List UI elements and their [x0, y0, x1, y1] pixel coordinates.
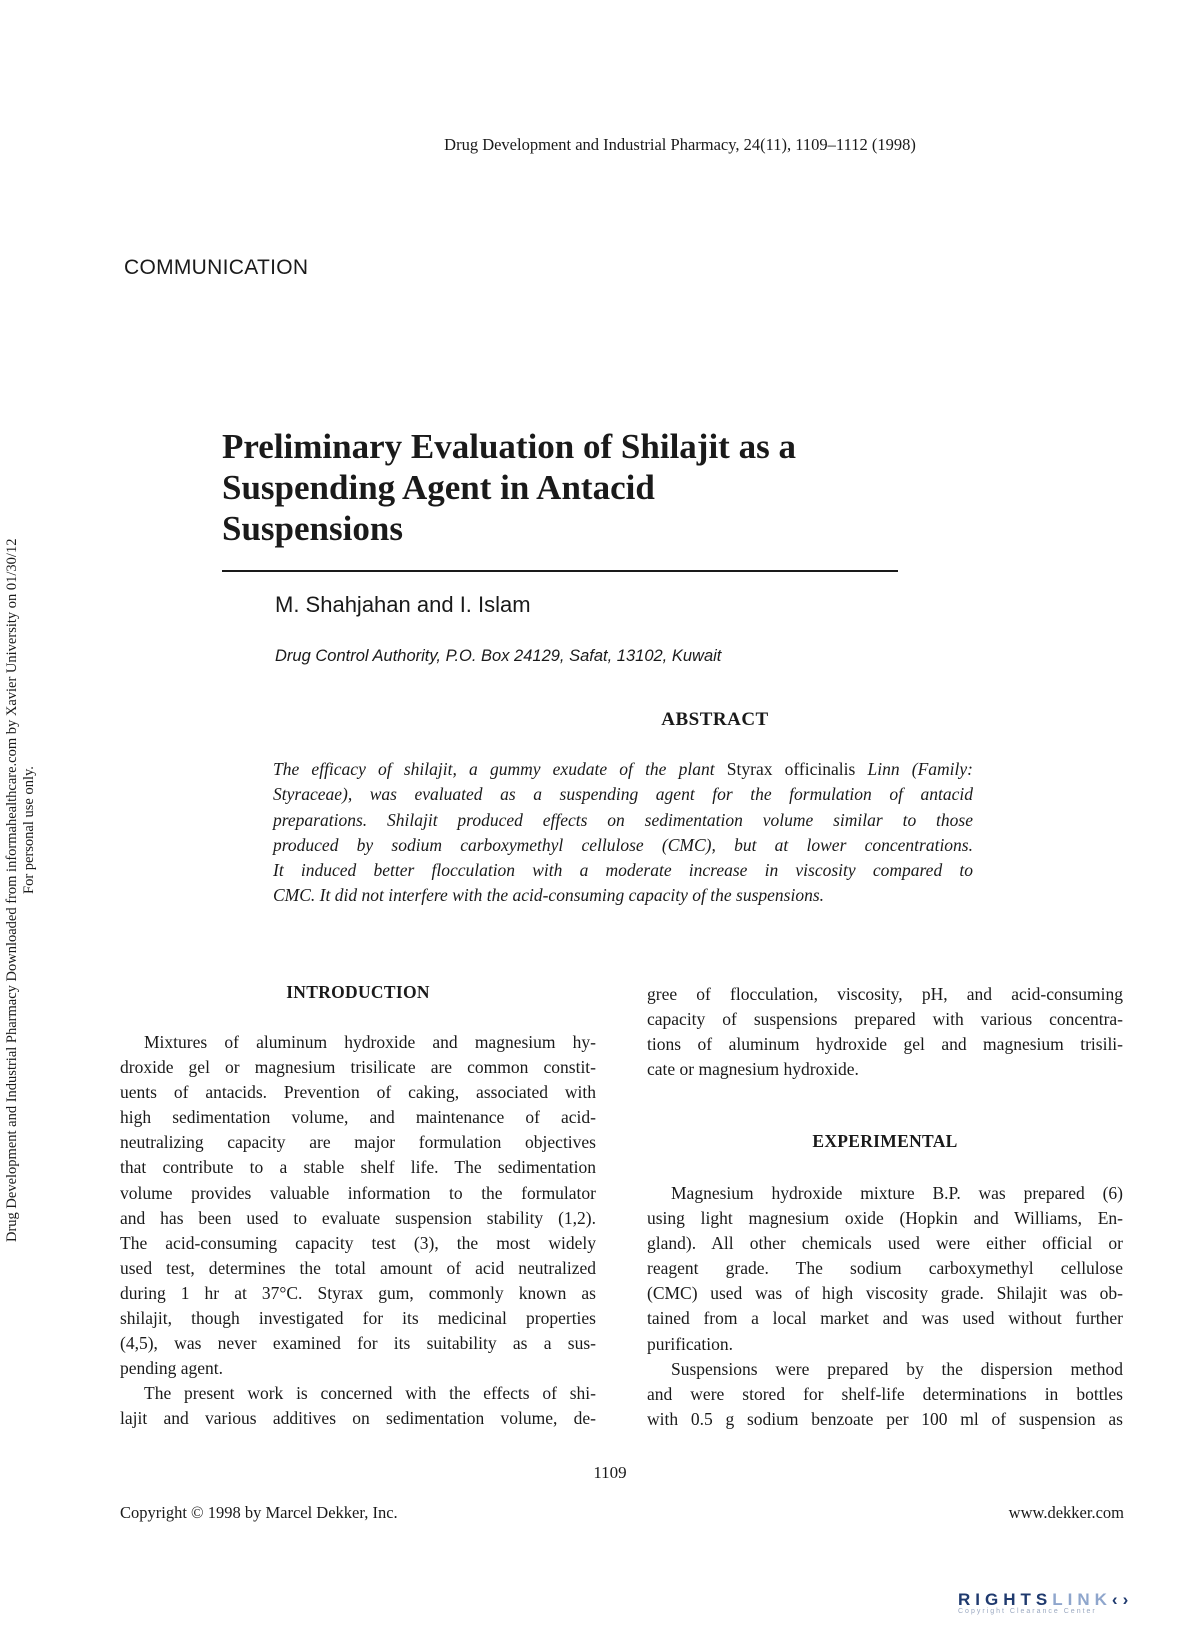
abstract-line: The efficacy of shilajit, a gummy exudate of the plant Styrax officinalis Linn (Family:: [273, 759, 974, 779]
rightslink-tagline: Copyright Clearance Center: [958, 1608, 1097, 1615]
rightslink-logo[interactable]: [958, 1590, 1134, 1630]
text-line: uents of antacids. Prevention of caking, associated with: [120, 1082, 596, 1103]
rightslink-arrow-icon: ‹›: [1111, 1590, 1134, 1609]
abstract-line: It induced better flocculation with a moderate increase in viscosity compared to: [273, 860, 973, 881]
text-line: and were stored for shelf-life determinations in bottles: [647, 1383, 1123, 1404]
text-line: gland). All other chemicals used were either official or: [647, 1233, 1123, 1254]
article-title: [222, 426, 922, 549]
abstract-line: preparations. Shilajit produced effects on sedimentation volume similar to those: [273, 809, 973, 830]
introduction-continuation: [647, 982, 1123, 1082]
text-line: volume provides valuable information to the formulator: [120, 1182, 596, 1203]
text-line: tained from a local market and was used without further: [647, 1308, 1123, 1329]
title-line: Preliminary Evaluation of Shilajit as a: [222, 427, 796, 466]
experimental-heading: EXPERIMENTAL: [812, 1131, 958, 1151]
experimental-paragraph: [647, 1181, 1123, 1432]
text-line: The acid-consuming capacity test (3), the most widely: [120, 1232, 596, 1253]
text-line: that contribute to a stable shelf life. The sedimentation: [120, 1157, 596, 1178]
text-line: capacity of suspensions prepared with various concentra-: [647, 1009, 1123, 1030]
authors: M. Shahjahan and I. Islam: [275, 592, 531, 617]
title-divider: [222, 570, 898, 572]
introduction-heading: INTRODUCTION: [286, 982, 430, 1002]
text-line: with 0.5 g sodium benzoate per 100 ml of suspension as: [647, 1408, 1123, 1429]
species-name: Styrax officinalis: [726, 759, 856, 779]
text-line: Magnesium hydroxide mixture B.P. was prepared (6): [671, 1183, 1123, 1203]
section-label: COMMUNICATION: [124, 256, 309, 279]
abstract-line: produced by sodium carboxymethyl cellulose (CMC), but at lower concentrations.: [273, 834, 973, 855]
text-line: purification.: [647, 1333, 734, 1354]
abstract-body: [273, 757, 973, 909]
text-line: (4,5), was never examined for its suitability as a sus-: [120, 1333, 596, 1354]
rightslink-wordmark-dark: RIGHTS: [958, 1590, 1053, 1609]
text-line: gree of flocculation, viscosity, pH, and acid-consuming: [647, 984, 1123, 1004]
text-line: used test, determines the total amount of acid neutralized: [120, 1257, 596, 1278]
text-line: lajit and various additives on sedimentation volume, de-: [120, 1408, 596, 1429]
text-line: The present work is concerned with the effects of shi-: [144, 1383, 596, 1404]
page-number: 1109: [593, 1463, 627, 1482]
publisher-website-link[interactable]: www.dekker.com: [1008, 1503, 1124, 1522]
title-line: Suspensions: [222, 509, 403, 548]
text-line: (CMC) used was of high viscosity grade. Shilajit was ob-: [647, 1283, 1123, 1304]
text-line: reagent grade. The sodium carboxymethyl cellulose: [647, 1258, 1123, 1279]
personal-use-notice: For personal use only.: [21, 766, 37, 894]
text-line: pending agent.: [120, 1358, 224, 1379]
rightslink-wordmark-light: LINK: [1052, 1590, 1112, 1609]
text-line: and has been used to evaluate suspension stability (1,2).: [120, 1207, 596, 1228]
text-line: high sedimentation volume, and maintenance of acid-: [120, 1107, 596, 1128]
text-line: neutralizing capacity are major formulation objectives: [120, 1132, 596, 1153]
abstract-line: CMC. It did not interfere with the acid-consuming capacity of the suspensions.: [273, 885, 825, 906]
abstract-line: Styraceae), was evaluated as a suspending agent for the formulation of antacid: [273, 784, 973, 805]
title-line: Suspending Agent in Antacid: [222, 468, 655, 507]
text-line: droxide gel or magnesium trisilicate are common constit-: [120, 1057, 596, 1078]
text-line: tions of aluminum hydroxide gel and magnesium trisili-: [647, 1034, 1123, 1055]
text-line: shilajit, though investigated for its medicinal properties: [120, 1308, 596, 1329]
text-line: during 1 hr at 37°C. Styrax gum, commonly known as: [120, 1282, 596, 1303]
introduction-paragraph: [120, 1030, 596, 1432]
download-notice-line: Drug Development and Industrial Pharmacy Downloaded from informahealthcare.com by Xavier University on 01/30/12: [4, 538, 20, 1242]
text-line: Suspensions were prepared by the dispersion method: [671, 1358, 1123, 1379]
text-line: cate or magnesium hydroxide.: [647, 1059, 859, 1080]
copyright-notice: Copyright © 1998 by Marcel Dekker, Inc.: [120, 1503, 398, 1522]
affiliation: Drug Control Authority, P.O. Box 24129, Safat, 13102, Kuwait: [275, 647, 722, 665]
journal-header: Drug Development and Industrial Pharmacy, 24(11), 1109–1112 (1998): [444, 135, 916, 154]
rightslink-wordmark: [958, 1590, 1134, 1610]
text-line: Mixtures of aluminum hydroxide and magnesium hy-: [144, 1032, 596, 1052]
abstract-heading: ABSTRACT: [661, 709, 769, 730]
text-line: using light magnesium oxide (Hopkin and Williams, En-: [647, 1208, 1123, 1229]
